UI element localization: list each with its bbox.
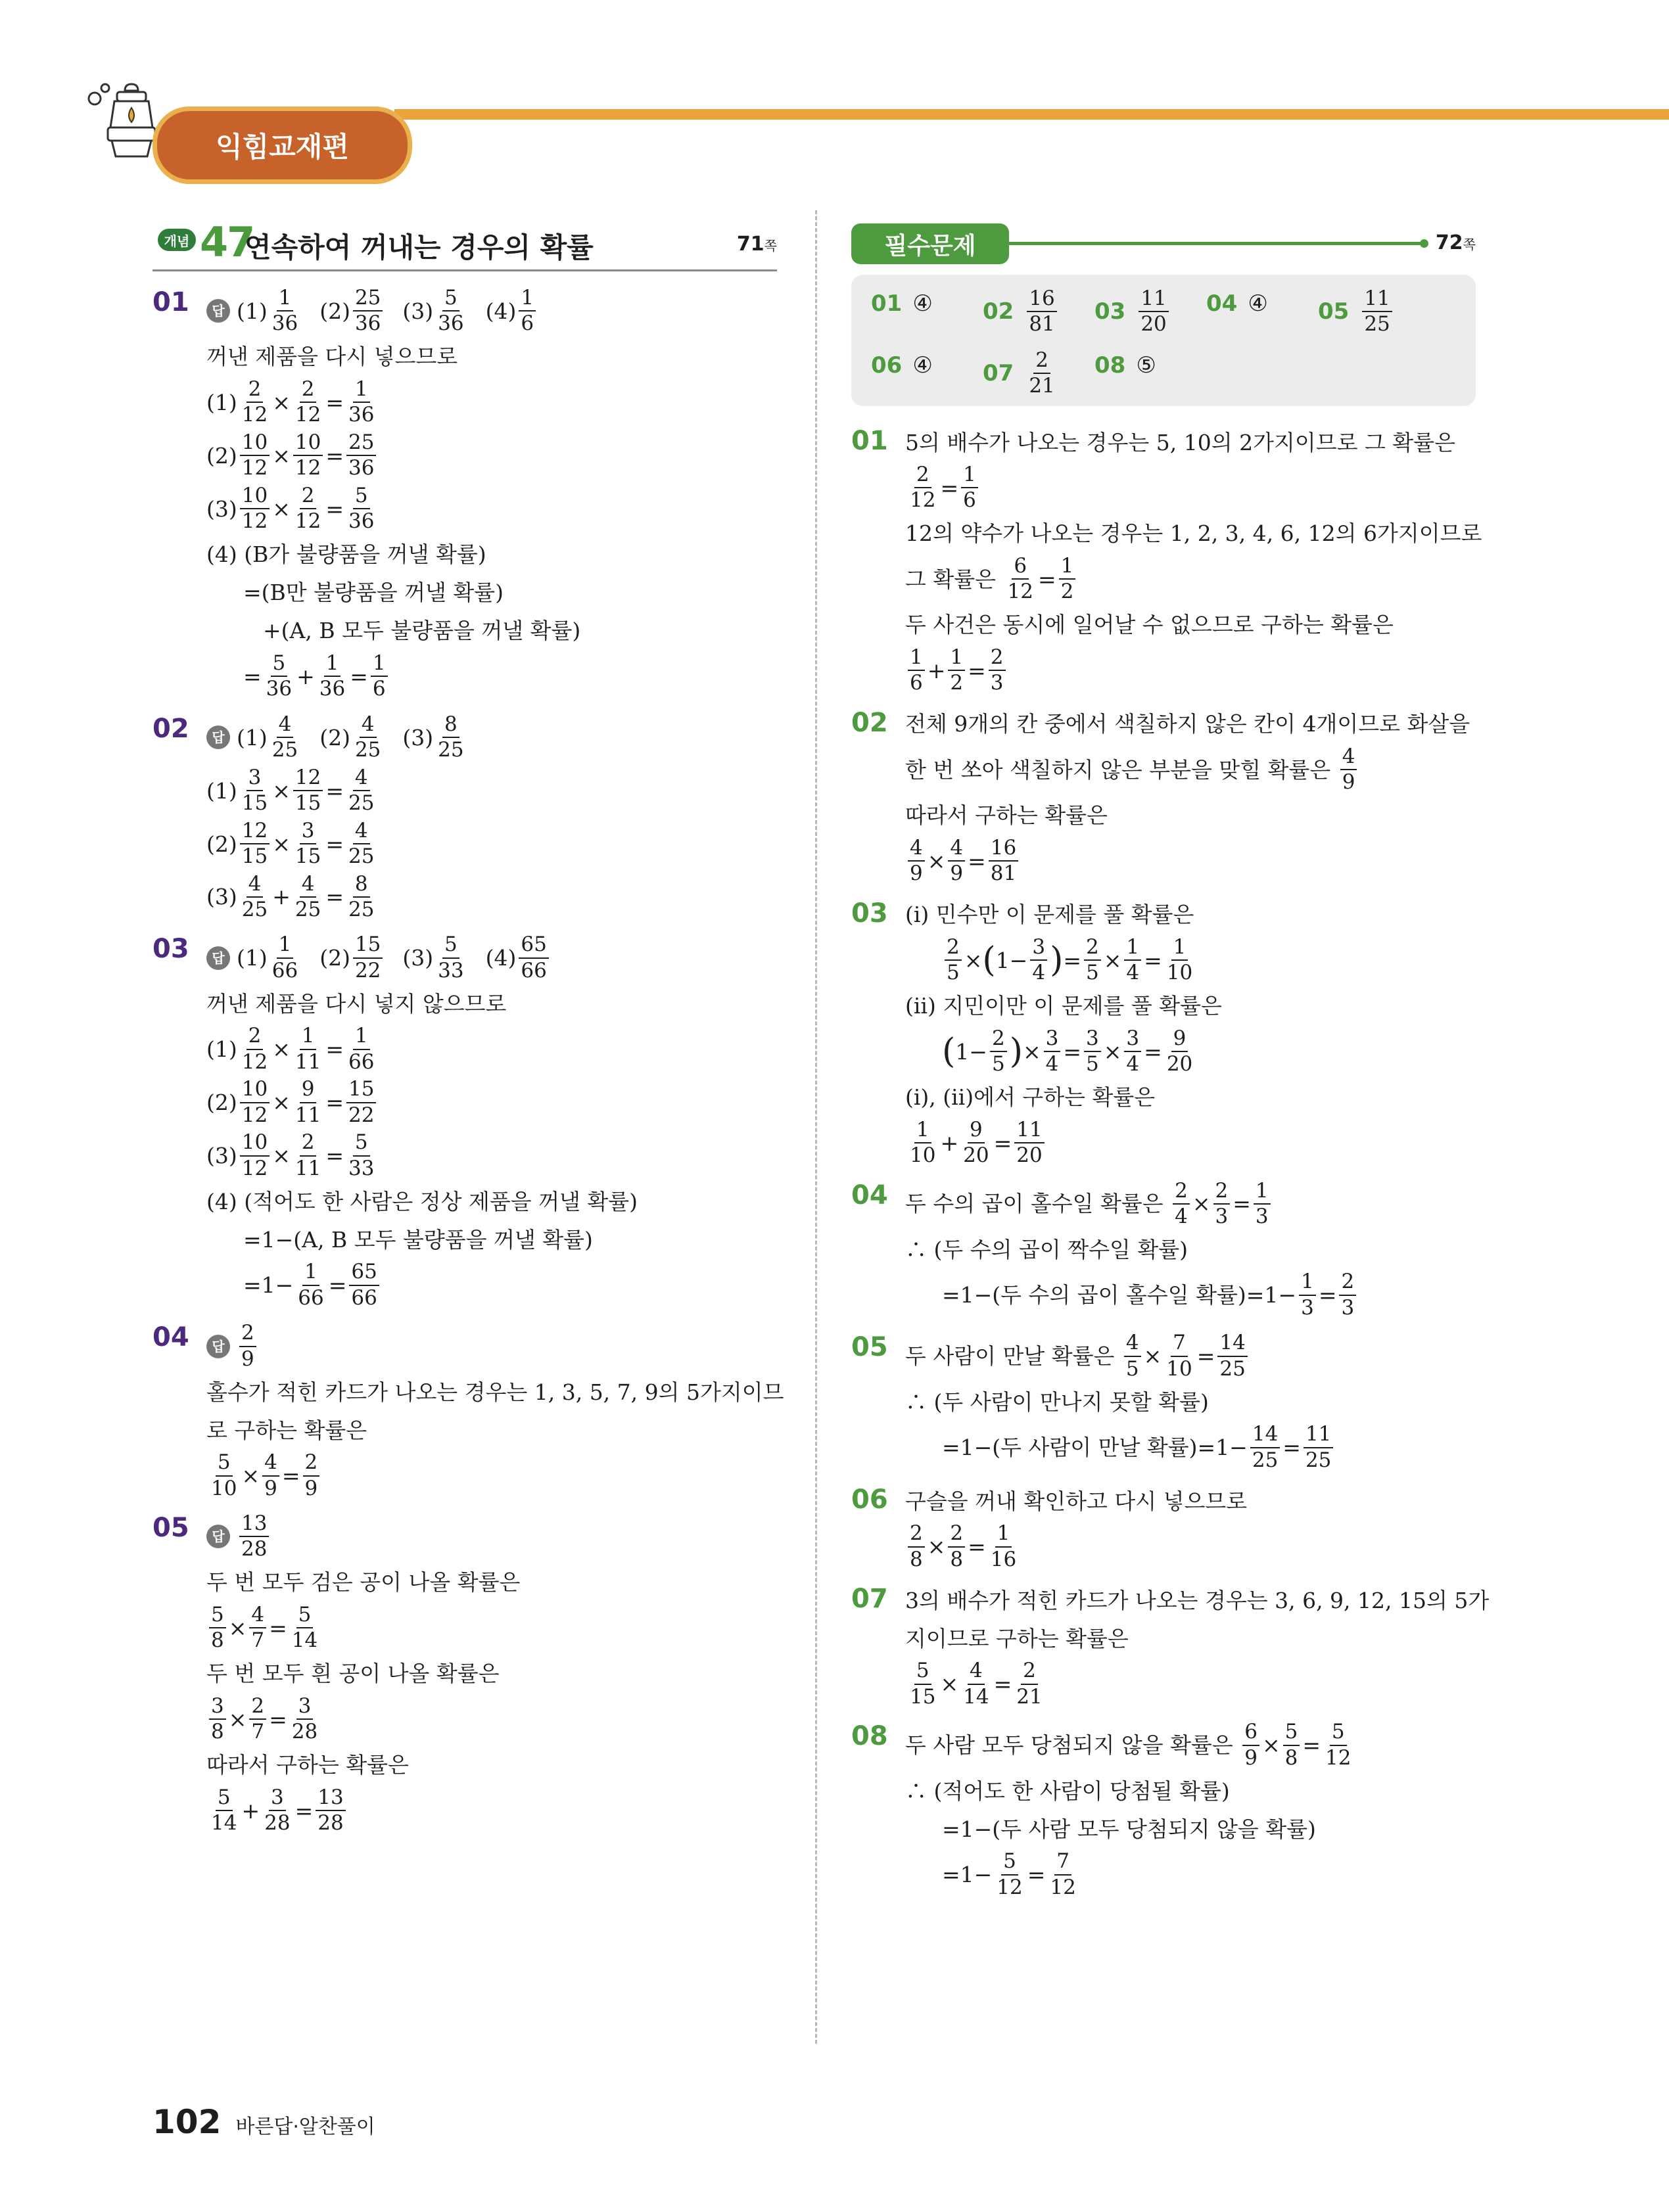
- answer-item: 01 ④: [871, 290, 933, 317]
- text-line: ∴ (두 수의 곱이 짝수일 확률): [905, 1236, 1188, 1262]
- right-column: [851, 217, 1490, 1904]
- text-line: =(B만 불량품을 꺼낼 확률): [243, 580, 504, 606]
- text-line: 두 번 모두 검은 공이 나올 확률은: [206, 1569, 521, 1596]
- equation: 그 확률은 $\frac{6}{12}$ = $\frac{1}{2}$: [905, 555, 1476, 603]
- text-line: =1−(두 사람 모두 당첨되지 않을 확률): [942, 1816, 1316, 1842]
- equation: $\frac{3}{8}$ × $\frac{2}{7}$ = $\frac{3}{28}$: [206, 1695, 777, 1743]
- problem-number: 05: [851, 1332, 888, 1363]
- text-line: 로 구하는 확률은: [206, 1417, 367, 1443]
- answer-item: 05 $\frac{11}{25}$: [1318, 288, 1395, 336]
- answer-badge: 답: [206, 1335, 230, 1358]
- header-rule: [1009, 242, 1423, 245]
- answer-line: 답 $\frac{2}{9}$: [206, 1322, 777, 1370]
- text-line: ∴ (두 사람이 만나지 못할 확률): [905, 1389, 1209, 1415]
- problem-02: [153, 714, 777, 921]
- answer-badge: 답: [206, 946, 230, 970]
- problem-number: 03: [851, 898, 888, 929]
- answer-line: 답 (1) $\frac{1}{66}$ (2) $\frac{15}{22}$ (3) $\frac{5}{33}$ (4) $\frac{65}{66}$: [206, 934, 777, 982]
- equation: $\frac{2}{5}$ × ( 1− $\frac{3}{4}$ ) = $\frac{2}{5}$ × $\frac{1}{4}$ = $\frac{1}{10}$: [942, 936, 1476, 984]
- equation: ( 1− $\frac{2}{5}$ ) × $\frac{3}{4}$ = $\frac{3}{5}$ × $\frac{3}{4}$ = $\frac{9}{20}$: [942, 1026, 1193, 1076]
- problem-number: 02: [851, 707, 888, 738]
- problem-01: [153, 287, 777, 701]
- answer-badge: 답: [206, 299, 230, 323]
- book-title: 바른답·알찬풀이: [235, 2115, 375, 2138]
- text-line: 전체 9개의 칸 중에서 색칠하지 않은 칸이 4개이므로 화살을: [905, 711, 1470, 737]
- text-line: 꺼낸 제품을 다시 넣지 않으므로: [206, 990, 507, 1017]
- problem-04: [153, 1321, 784, 1500]
- equation: =1− $\frac{5}{12}$ = $\frac{7}{12}$: [942, 1849, 1076, 1899]
- text-line: 5의 배수가 나오는 경우는 5, 10의 2가지이므로 그 확률은: [905, 429, 1455, 455]
- text-line: 홀수가 적힌 카드가 나오는 경우는 1, 3, 5, 7, 9의 5가지이므: [206, 1379, 784, 1405]
- equation: $\frac{5}{8}$ × $\frac{4}{7}$ = $\frac{5}{14}$: [206, 1604, 777, 1652]
- text-line: 두 사건은 동시에 일어날 수 없으므로 구하는 확률은: [905, 612, 1394, 638]
- answer-item: 04 ④: [1206, 290, 1268, 317]
- required-problem-06: [851, 1485, 1476, 1571]
- required-problem-08: [851, 1721, 1476, 1899]
- text-line: =1−(A, B 모두 불량품을 꺼낼 확률): [243, 1226, 593, 1253]
- text-line: (4) (적어도 한 사람은 정상 제품을 꺼낼 확률): [206, 1188, 638, 1214]
- section-title: 연속하여 꺼내는 경우의 확률: [245, 231, 594, 264]
- problem-number: 05: [153, 1513, 189, 1543]
- equation: $\frac{2}{8}$ × $\frac{2}{8}$ = $\frac{1}{16}$: [905, 1523, 1476, 1571]
- problem-number: 01: [153, 287, 189, 317]
- equation: (1) $\frac{2}{12}$ × $\frac{1}{11}$ = $\frac{1}{66}$: [206, 1024, 375, 1074]
- text-line: 구슬을 꺼내 확인하고 다시 넣으므로: [905, 1488, 1248, 1514]
- problem-number: 08: [851, 1721, 888, 1752]
- answer-line: 답 $\frac{13}{28}$: [206, 1513, 777, 1561]
- text-line: ∴ (적어도 한 사람이 당첨될 확률): [905, 1778, 1230, 1804]
- required-problems-header: [851, 217, 1476, 269]
- equation: (3) $\frac{4}{25}$ + $\frac{4}{25}$ = $\frac{8}{25}$: [206, 871, 375, 921]
- text-line: 따라서 구하는 확률은: [905, 802, 1108, 829]
- answer-line: 답 (1) $\frac{1}{36}$ (2) $\frac{25}{36}$ (3) $\frac{5}{36}$ (4) $\frac{1}{6}$: [206, 287, 777, 335]
- header-bar: [394, 109, 1669, 120]
- required-problem-03: [851, 898, 1476, 1167]
- equation: 두 사람 모두 당첨되지 않을 확률은 $\frac{6}{9}$ × $\frac{5}{8}$ = $\frac{5}{12}$: [905, 1720, 1352, 1770]
- equation: (1) $\frac{3}{15}$ × $\frac{12}{15}$ = $\frac{4}{25}$: [206, 765, 375, 816]
- section-number: 47: [200, 218, 254, 266]
- problem-03: [153, 934, 777, 1309]
- answer-item: 03 $\frac{11}{20}$: [1094, 288, 1171, 336]
- page-reference: 72쪽: [1435, 231, 1476, 254]
- equation: (3) $\frac{10}{12}$ × $\frac{2}{12}$ = $\frac{5}{36}$: [206, 483, 375, 534]
- equation: 한 번 쏘아 색칠하지 않은 부분을 맞힐 확률은 $\frac{4}{9}$: [905, 746, 1476, 794]
- equation: 두 수의 곱이 홀수일 확률은 $\frac{2}{4}$ × $\frac{2}{3}$ = $\frac{1}{3}$: [905, 1180, 1476, 1228]
- problem-number: 03: [153, 934, 189, 965]
- text-line: 두 번 모두 흰 공이 나올 확률은: [206, 1661, 500, 1687]
- text-line: (ⅱ) 지민이만 이 문제를 풀 확률은: [905, 993, 1222, 1019]
- problem-number: 01: [851, 426, 888, 456]
- section-header: [153, 217, 777, 271]
- equation: $\frac{2}{12}$ = $\frac{1}{6}$: [905, 464, 1476, 512]
- text-line: 3의 배수가 적힌 카드가 나오는 경우는 3, 6, 9, 12, 15의 5가: [905, 1587, 1490, 1613]
- text-line: 따라서 구하는 확률은: [206, 1752, 409, 1778]
- equation: (3) $\frac{10}{12}$ × $\frac{2}{11}$ = $\frac{5}{33}$: [206, 1130, 375, 1180]
- equation: $\frac{1}{10}$ + $\frac{9}{20}$ = $\frac{11}{20}$: [905, 1119, 1476, 1167]
- page-footer: [153, 2103, 375, 2141]
- answer-badge: 답: [206, 726, 230, 749]
- text-line: +(A, B 모두 불량품을 꺼낼 확률): [263, 618, 581, 644]
- problem-number: 04: [153, 1322, 189, 1353]
- problem-number: 07: [851, 1584, 888, 1615]
- concept-badge: 개념: [158, 229, 196, 251]
- answer-summary-box: [851, 275, 1476, 406]
- text-line: (ⅰ), (ⅱ)에서 구하는 확률은: [905, 1084, 1156, 1111]
- problem-number: 04: [851, 1180, 888, 1210]
- required-problem-02: [851, 708, 1476, 885]
- required-problem-04: [851, 1180, 1476, 1320]
- required-problem-01: [851, 426, 1482, 695]
- required-problem-07: [851, 1584, 1490, 1709]
- answer-item: 02 $\frac{16}{81}$: [983, 288, 1060, 336]
- column-divider: [815, 210, 817, 2044]
- equation: $\frac{5}{15}$ × $\frac{4}{14}$ = $\frac{2}{21}$: [910, 1659, 1043, 1709]
- required-problems-pill: 필수문제: [851, 223, 1009, 264]
- equation: (2) $\frac{12}{15}$ × $\frac{3}{15}$ = $\frac{4}{25}$: [206, 818, 375, 869]
- problem-number: 02: [153, 713, 189, 744]
- equation: $\frac{1}{6}$ + $\frac{1}{2}$ = $\frac{2}{3}$: [905, 647, 1476, 695]
- equation: =1−(두 사람이 만날 확률)=1− $\frac{14}{25}$ = $\frac{11}{25}$: [942, 1423, 1476, 1471]
- required-problem-05: [851, 1332, 1476, 1471]
- text-line: 12의 약수가 나오는 경우는 1, 2, 3, 4, 6, 12의 6가지이므로: [905, 520, 1482, 547]
- text-line: (4) (B가 불량품을 꺼낼 확률): [206, 541, 486, 568]
- answer-badge: 답: [206, 1525, 230, 1548]
- left-column: [153, 217, 784, 1840]
- equation: = $\frac{5}{36}$ + $\frac{1}{36}$ = $\frac{1}{6}$: [243, 653, 777, 701]
- page-number: 102: [153, 2103, 222, 2141]
- answer-item: 08 ⑤: [1094, 352, 1156, 379]
- equation: $\frac{4}{9}$ × $\frac{4}{9}$ = $\frac{16}{81}$: [905, 837, 1476, 885]
- problem-number: 06: [851, 1485, 888, 1515]
- textbook-badge: 익힘교재편: [153, 106, 412, 184]
- equation: 두 사람이 만날 확률은 $\frac{4}{5}$ × $\frac{7}{10}$ = $\frac{14}{25}$: [905, 1332, 1476, 1380]
- equation: (1) $\frac{2}{12}$ × $\frac{2}{12}$ = $\frac{1}{36}$: [206, 377, 375, 427]
- equation: (2) $\frac{10}{12}$ × $\frac{9}{11}$ = $\frac{15}{22}$: [206, 1078, 777, 1126]
- equation: (2) $\frac{10}{12}$ × $\frac{10}{12}$ = $\frac{25}{36}$: [206, 432, 777, 480]
- equation: =1−(두 수의 곱이 홀수일 확률)=1− $\frac{1}{3}$ = $\frac{2}{3}$: [942, 1271, 1476, 1319]
- answer-item: 07 $\frac{2}{21}$: [983, 348, 1055, 398]
- equation: $\frac{5}{10}$ × $\frac{4}{9}$ = $\frac{2}{9}$: [206, 1452, 777, 1500]
- text-line: 꺼낸 제품을 다시 넣으므로: [206, 344, 458, 370]
- equation: =1− $\frac{1}{66}$ = $\frac{65}{66}$: [243, 1261, 777, 1309]
- answer-item: 06 ④: [871, 352, 933, 379]
- answer-line: 답 (1) $\frac{4}{25}$ (2) $\frac{4}{25}$ (3) $\frac{8}{25}$: [206, 714, 777, 762]
- text-line: 지이므로 구하는 확률은: [905, 1625, 1129, 1651]
- page-reference: 71쪽: [736, 233, 777, 256]
- equation: $\frac{5}{14}$ + $\frac{3}{28}$ = $\frac{13}{28}$: [206, 1787, 777, 1835]
- text-line: (ⅰ) 민수만 이 문제를 풀 확률은: [905, 902, 1194, 928]
- problem-05: [153, 1513, 777, 1835]
